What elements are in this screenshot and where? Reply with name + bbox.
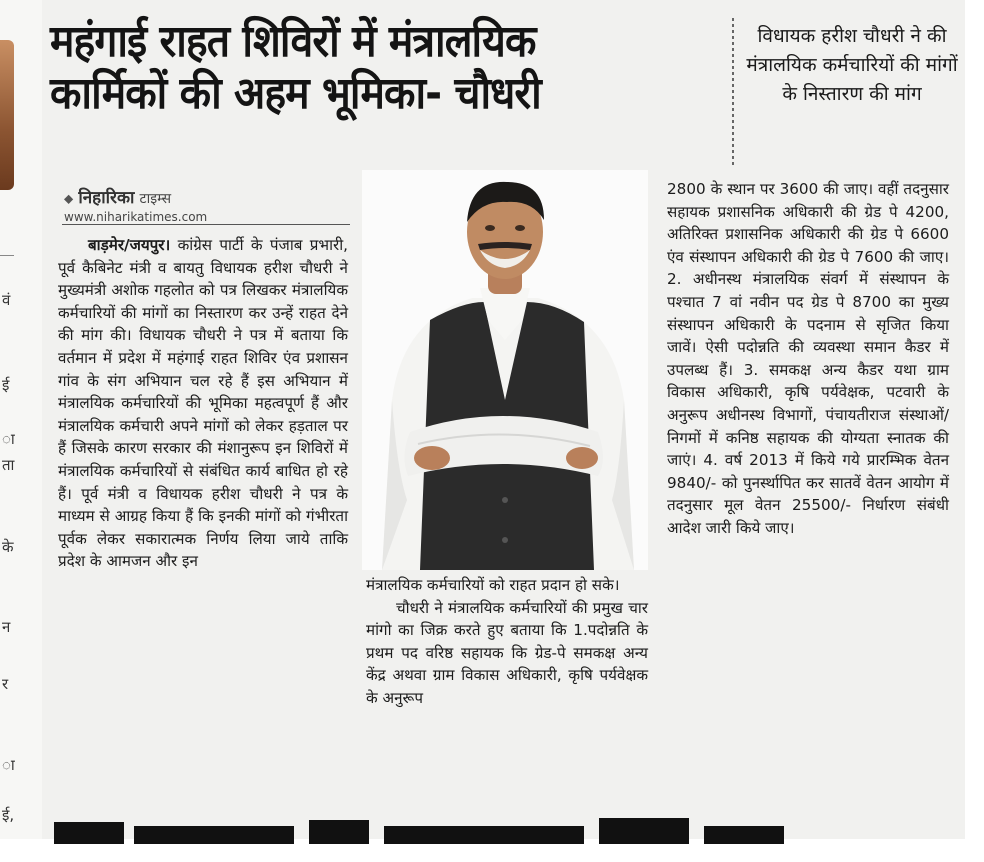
adjacent-rule (0, 255, 14, 256)
diamond-icon: ◆ (64, 191, 74, 206)
strip-fragment: न (2, 618, 11, 636)
article-column-2 (366, 574, 648, 710)
article-clipping (42, 0, 965, 839)
byline-website: www.niharikatimes.com (64, 210, 208, 224)
strip-fragment: ई (2, 376, 10, 394)
headline (50, 16, 682, 120)
byline-brand-sub: टाइम्स (139, 191, 172, 207)
article-column-3 (667, 178, 949, 540)
byline-rule (62, 224, 350, 225)
strip-fragment: के (2, 538, 14, 556)
strip-fragment: ा (2, 756, 15, 774)
dateline: बाड़मेर/जयपुर। (88, 236, 171, 254)
portrait-photo (362, 170, 648, 570)
column-1-text: कांग्रेस पार्टी के पंजाब प्रभारी, पूर्व कैबिनेट मंत्री व बायतु विधायक हरीश चौधरी ने मुख्यमंत्री अशोक गहलोत को पत्र लिखकर मंत्रालयिक कर्मचारियों की मांगों का निस्तारण कर उन्हें राहत देने की मांग की। विधायक चौधरी ने पत्र में बताया कि वर्तमान में प्रदेश में महंगाई राहत शिविर एंव प्रशासन गांव के संग अभियान चल रहे हैं इस अभियान में मंत्रालयिक कर्मचारियों की भूमिका महत्वपूर्ण हैं और मंत्रालयिक कर्मचारी अपने मांगों को लेकर हड़ताल पर हैं जिसके कारण सरकार की मंशानुरूप इन शिविरों में मंत्रालयिक कर्मचारियों से संबंधित कार्य बाधित हो रहे हैं। पूर्व मंत्री व विधायक हरीश चौधरी ने पत्र के माध्यम से आग्रह किया हैं कि इनकी मांगों को गंभीरता पूर्वक लेकर सकारात्मक निर्णय लिया जाये ताकि प्रदेश के आमजन और इन (58, 236, 349, 571)
adjacent-article-strip (0, 0, 43, 839)
strip-fragment: र (2, 675, 9, 693)
headline-divider (732, 18, 734, 168)
adjacent-photo-edge (0, 40, 14, 190)
column-3-text: 2800 के स्थान पर 3600 की जाए। वहीं तदनुसार सहायक प्रशासनिक अधिकारी की ग्रेड पे 4200, अतिरिक्त प्रशासनिक अधिकारी की ग्रेड पे 6600 एंव संस्थापन अधिकारी की ग्रेड पे 7600 की जाए। 2. अधीनस्थ मंत्रालयिक संवर्ग में संस्थापन के पश्चात 7 वां नवीन पद ग्रेड पे 8700 का मुख्य संस्थापन अधिकारी के पदनाम से सृजित किया जावें। ऐसी पदोन्नति की व्यवस्था समान कैडर में उपलब्ध हैं। 3. समकक्ष अन्य कैडर यथा ग्राम विकास अधिकारी, कृषि पर्यवेक्षक, पटवारी के अनुरूप अधीनस्थ विभागों, पंचायतीराज संस्थाओं/निगमों में कनिष्ठ सहायक की योग्यता स्नातक की जाएं। 4. वर्ष 2013 में किये गये प्रारम्भिक वेतन 9840/- को पुनर्स्थापित कर सातवें वेतन आयोग में तदनुसार मूल वेतन 25500/- निर्धारण संबंधी आदेश जारी किये जाए। (667, 180, 949, 537)
strip-fragment: वं (2, 291, 11, 309)
side-deck: विधायक हरीश चौधरी ने की मंत्रालयिक कर्मचारियों की मांगों के निस्तारण की मांग (746, 25, 958, 105)
portrait-illustration (362, 170, 648, 570)
strip-fragment: ा (2, 430, 15, 448)
column-2-paragraph-2: चौधरी ने मंत्रालयिक कर्मचारियों की प्रमुख चार मांगो का जिक्र करते हुए बताया कि 1.पदोन्नति के प्रथम पद वरिष्ठ सहायक कि ग्रेड-पे समकक्ष अन्य केंद्र अथवा ग्राम विकास अधिकारी, कृषि पर्यवेक्षक के अनुरूप (366, 598, 648, 707)
strip-fragment: ता (2, 456, 15, 474)
headline-line-2: कार्मिकों की अहम भूमिका- चौधरी (50, 68, 541, 119)
next-headline-cropped (54, 812, 954, 852)
byline-brand: निहारिका (78, 188, 135, 208)
article-column-1 (58, 234, 348, 573)
column-2-paragraph-1: मंत्रालयिक कर्मचारियों को राहत प्रदान हो सके। (366, 576, 620, 594)
headline-line-1: महंगाई राहत शिविरों में मंत्रालयिक (50, 16, 536, 67)
cropped-headline-tops (54, 812, 954, 852)
byline (64, 185, 344, 224)
strip-fragment: ई, (2, 806, 15, 824)
